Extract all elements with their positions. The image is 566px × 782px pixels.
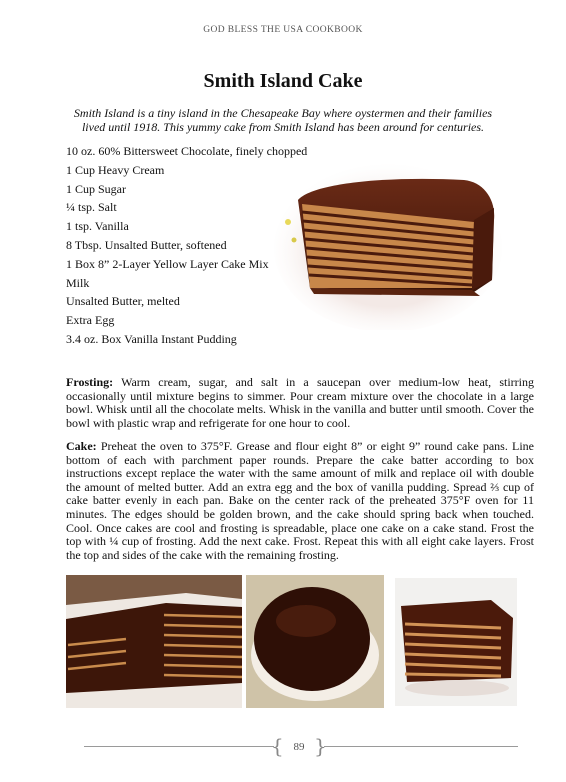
- page-number-bracket-right: }: [314, 734, 327, 758]
- page-number: 89: [293, 741, 305, 753]
- ingredient-item: 1 tsp. Vanilla: [66, 219, 129, 234]
- ingredient-item: 1 Cup Heavy Cream: [66, 162, 165, 177]
- cake-label: Cake:: [66, 439, 97, 453]
- footer-rule-right: [324, 746, 518, 747]
- page-number-bracket-left: {: [271, 734, 284, 758]
- ingredient-item: 1 Box 8” 2-Layer Yellow Layer Cake Mix: [66, 256, 269, 271]
- whole-cake-photo: [246, 575, 384, 708]
- ingredient-item: Milk: [66, 275, 90, 290]
- recipe-intro: Smith Island is a tiny island in the Chesapeake Bay where oystermen and their families lived until 1918. This yummy cake from Smith Island has been around for centuries.: [73, 106, 493, 134]
- frosting-instructions: [66, 376, 534, 430]
- cake-slice-closeup-photo: [395, 578, 517, 706]
- ingredient-item: Unsalted Butter, melted: [66, 294, 180, 309]
- ingredient-item: 10 oz. 60% Bittersweet Chocolate, finely chopped: [66, 144, 308, 158]
- cake-instructions: [66, 440, 534, 562]
- cake-text: Preheat the oven to 375°F. Grease and flour eight 8” or eight 9” round cake pans. Line bottom of each with parchment paper rounds. Prepare the cake batter according to box instructions except replace the water with the same amount of milk and replace oil with double the amount of melted butter. Add an extra egg and the box of vanilla pudding. Spread ⅔ cup of cake batter evenly in each pan. Bake on the center rack of the preheated 375°F oven for 11 minutes. The edges should be golden brown, and the cake should spring back when touched. Cool. Once cakes are cool and frosting is spreadable, place one cake on a cake stand. Frost the top with ¼ cup of frosting. Add the next cake. Frost. Repeat this with all eight cake layers. Frost the top and sides of the cake with the remaining frosting.: [66, 439, 534, 562]
- running-header: GOD BLESS THE USA COOKBOOK: [203, 25, 363, 35]
- frosting-label: Frosting:: [66, 375, 114, 389]
- footer-rule-left: [84, 746, 274, 747]
- ingredient-item: 8 Tbsp. Unsalted Butter, softened: [66, 237, 227, 252]
- ingredient-list: [66, 142, 307, 349]
- ingredient-item: 1 Cup Sugar: [66, 181, 126, 196]
- cake-slice-photo: [274, 160, 502, 330]
- ingredient-item: Extra Egg: [66, 313, 115, 328]
- ingredient-item: ¼ tsp. Salt: [66, 200, 117, 215]
- recipe-title: Smith Island Cake: [203, 70, 363, 92]
- cake-cut-photo: [66, 575, 242, 708]
- frosting-text: Warm cream, sugar, and salt in a saucepan over medium-low heat, stirring occasionally until mixture begins to simmer. Pour cream mixture over the chocolate in a large bowl. Whisk until all the chocolate melts. Whisk in the vanilla and butter until smooth. Cover the bowl with plastic wrap and refrigerate for one hour to cool.: [66, 375, 534, 430]
- ingredient-item: 3.4 oz. Box Vanilla Instant Pudding: [66, 331, 237, 346]
